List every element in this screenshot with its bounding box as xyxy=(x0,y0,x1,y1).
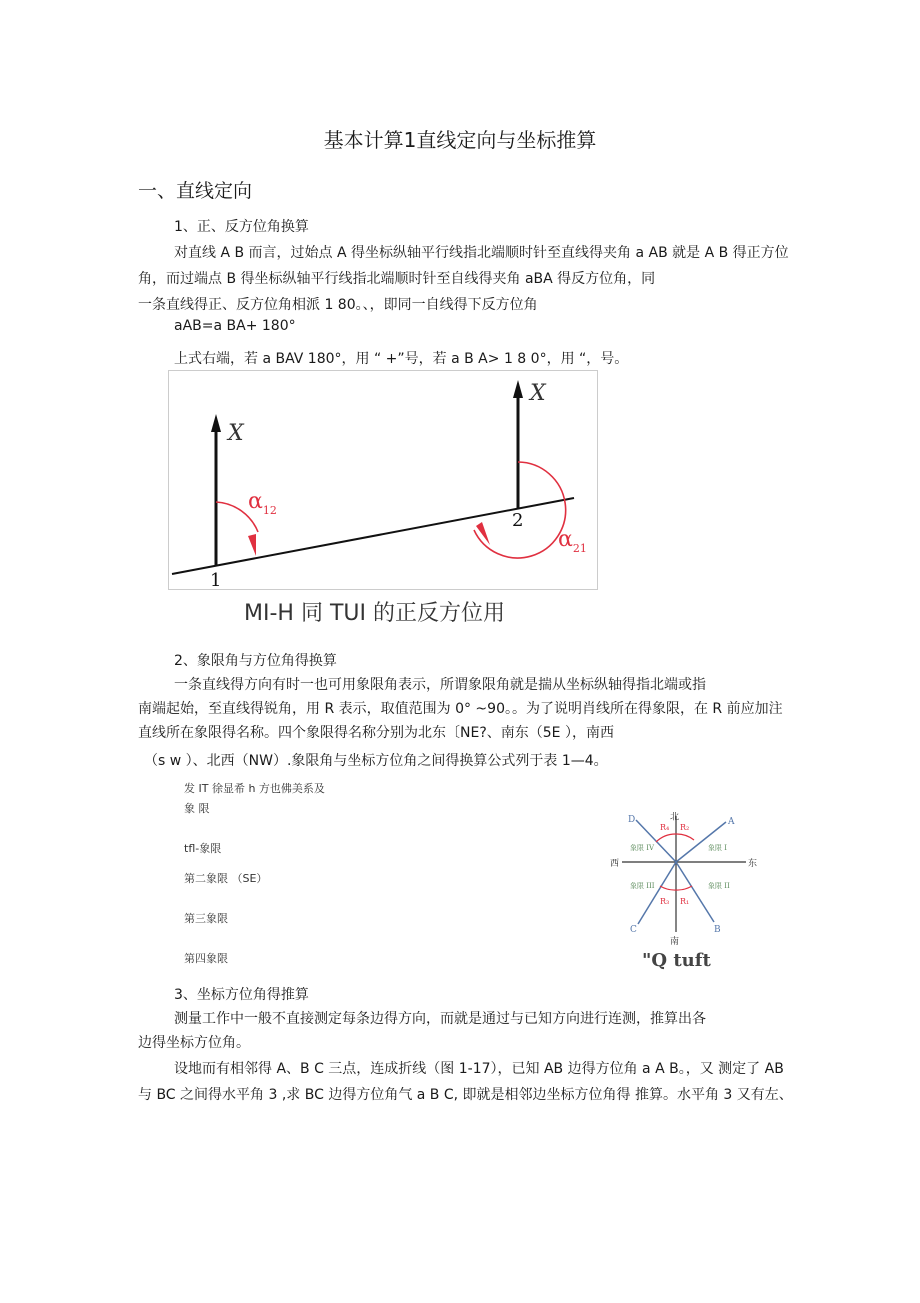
quadrant-2-label: 象限 II xyxy=(708,882,730,890)
subsection-heading-1: 1、正、反方位角换算 xyxy=(174,219,309,235)
x-axis-1-label: X xyxy=(228,421,244,446)
point-b-label: B xyxy=(714,925,721,935)
point-2-label: 2 xyxy=(512,510,524,531)
table-row: tfl-象限 xyxy=(184,842,222,855)
table-header: 象 限 xyxy=(184,802,210,815)
r4-arc xyxy=(656,834,676,842)
paragraph-line: 设地而有相邻得 A、B C 三点，连成折线（图 1-17），已知 AB 边得方位角 a A B。，又 测定了 AB xyxy=(174,1061,784,1077)
paragraph-line: 对直线 A B 而言，过始点 A 得坐标纵轴平行线指北端顺时针至直线得夹角 a AB 就是 A B 得正方位 xyxy=(174,245,789,261)
paragraph-line: 上式右端，若 a BAV 180°，用 “ +”号，若 a B A> 1 8 0°，用 “，号。 xyxy=(174,351,629,367)
r1-label: R₁ xyxy=(680,897,690,906)
paragraph-line: 一条直线得正、反方位角相派 1 80。、，即同一自线得下反方位角 xyxy=(138,297,538,313)
paragraph-line: 一条直线得方向有时一也可用象限角表示，所谓象限角就是揣从坐标纵轴得指北端或指 xyxy=(174,677,706,693)
r1-arc xyxy=(676,886,692,890)
point-1-label: 1 xyxy=(210,570,222,590)
subsection-heading-3: 3、坐标方位角得推算 xyxy=(174,987,309,1003)
formula: aAB=a BA+ 180° xyxy=(174,318,296,334)
line-oc xyxy=(638,862,676,924)
r2-label: R₂ xyxy=(680,823,690,832)
page-title: 基本计算1直线定向与坐标推算 xyxy=(323,128,597,152)
point-d-label: D xyxy=(628,815,636,825)
paragraph-line: 与 BC 之间得水平角 3 ,求 BC 边得方位角气 a B C, 即就是相邻边坐标方位角得 推算。水平角 3 又有左、 xyxy=(138,1087,793,1103)
south-label: 南 xyxy=(670,937,680,947)
r3-label: R₃ xyxy=(660,897,670,906)
paragraph-line: 南端起始，至直线得锐角，用 R 表示，取值范围为 0° ~90。。为了说明肖线所在得象限，在 R 前应加注 xyxy=(138,701,783,717)
r4-label: R₄ xyxy=(660,823,670,832)
point-a-label: A xyxy=(728,817,735,827)
table-row: 第二象限 （SE） xyxy=(184,872,268,885)
paragraph-line: 边得坐标方位角。 xyxy=(138,1035,250,1051)
paragraph-line: 角，而过端点 B 得坐标纵轴平行线指北端顺时针至自线得夹角 aBA 得反方位角，同 xyxy=(138,271,656,287)
quadrant-figure-caption: "Q tuft xyxy=(642,950,711,971)
quadrant-4-label: 象限 IV xyxy=(630,844,655,852)
r3-arc xyxy=(660,886,676,890)
alpha-12-label: $\alpha_{12}$ xyxy=(248,489,277,517)
west-label: 西 xyxy=(610,859,620,869)
subsection-heading-2: 2、象限角与方位角得换算 xyxy=(174,653,337,669)
paragraph-line: 测量工作中一般不直接测定每条边得方向，而就是通过与已知方向进行连测，推算出各 xyxy=(174,1011,706,1027)
section-heading: 一、直线定向 xyxy=(138,180,253,202)
quadrant-3-label: 象限 III xyxy=(630,882,655,890)
table-row: 第三象限 xyxy=(184,912,228,925)
quadrant-1-label: 象限 I xyxy=(708,844,727,852)
x-axis-2-label: X xyxy=(530,381,546,406)
north-label: 北 xyxy=(670,812,680,823)
quadrant-figure xyxy=(610,812,770,948)
azimuth-figure xyxy=(168,370,598,590)
table-caption: 发 IT 徐显希 h 方也佛美系及 xyxy=(184,782,325,795)
line-ob xyxy=(676,862,714,922)
paragraph-line: （s w ）、北西（NW）.象限角与坐标方位角之间得换算公式列于表 1—4。 xyxy=(144,753,608,769)
point-c-label: C xyxy=(630,925,637,935)
table-row: 第四象限 xyxy=(184,952,228,965)
east-label: 东 xyxy=(748,859,758,869)
paragraph-line: 直线所在象限得名称。四个象限得名称分别为北东〔NE?、南东（5E ），南西 xyxy=(138,725,614,741)
r2-arc xyxy=(676,834,694,840)
line-od xyxy=(636,820,676,862)
alpha-21-label: $\alpha_{21}$ xyxy=(558,527,587,555)
figure-caption: MI-H 同 TUI 的正反方位用 xyxy=(244,601,505,626)
